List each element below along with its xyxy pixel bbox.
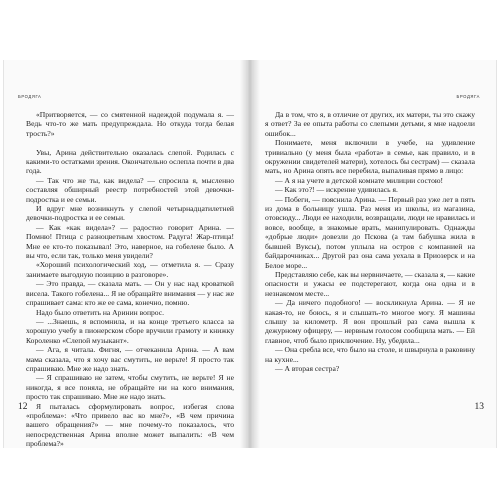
paragraph: — Да ничего подобного! — воскликнула Арина. — Я не какая-то, не боюсь, я и слышать-то многое могу. Я машины слышу за километр. Я вон прошлый раз сама вышла к дежурному офицеру, — нервным голосом сообщила мать. — Ей главное, чтоб было приключение. Ну, убедила... <box>265 298 475 345</box>
paragraph: — Так что же ты, как видела? — спросила я, мысленно составляя обширный реестр потребностей этой девочки-подростка и ее семьи. <box>26 175 234 204</box>
paragraph: И вдруг мне возникнуть у слепой четырнадцатилетней девочки-подростка и ее семьи. <box>26 204 234 223</box>
paragraph: — Как «как видела»? — радостно говорит Арина. — Помню! Птица с разноцветным хвостом. Радуга! Жар-птица! Мне ее кто-то показывал! Это, наверное, на гобелене было. А вы что, если так, только меня увидели? <box>26 222 234 261</box>
paragraph: — Это правда, — сказала мать. — Он у нас над кроваткой висела. Такого гобелена... Я не обращайте внимания — у нас же спрашивает сама: кто же ее сама, конечно, помню. <box>26 279 234 308</box>
right-page-text <box>265 110 475 373</box>
paragraph: — А я на учете в детской комнате милиции состою! <box>275 175 444 185</box>
left-page <box>3 60 247 448</box>
right-running-head: БРОДЯГА <box>456 94 480 99</box>
paragraph: Понимаете, меня включили в учебе, на удивление тривиально (у меня была «работа» в семье, как правило, и в окружении свидетелей матери), хотелось бы сестрам) — сказала мать, но Арина опять все перебила, выпаливая прямо в лицо: <box>265 138 475 176</box>
paragraph: — А вторая сестра? <box>275 363 340 373</box>
paragraph: «Хороший психологический ход, — отметила я. — Сразу занимаете выгодную позицию в разговоре». <box>26 260 234 279</box>
right-page-number: 13 <box>474 402 484 412</box>
paragraph: «Притворяется, — со смятенной надеждой подумала я. — Ведь что-то же мать предупреждала. Но откуда тогда белая трость?» <box>26 110 234 138</box>
paragraph: — Я спрашиваю не затем, чтобы смутить, не верьте! Я не никогда, я все поняла, не обращайте ни на кого внимания, просто так спрашиваю. Мне же надо знать. <box>26 373 234 402</box>
paragraph: — Побеги, — пояснила Арина. — Первый раз уже лет в пять из дома в больницу ушла. Раз меня из школы, из магазина, отовсюду... Люди ее находили, возвращали, люди не нравилась и вовсе, вообще, в знакомые врать, манипулировать. Однажды «добрые люди» довезли до Пскова (а там бабушка жила в бывшей Вуксы), потом уплыла на остров с компанией на байдарочниках... Другой раз она сама уехала в Приозерск и на Белое море... <box>265 194 475 270</box>
paragraph: — Ага, я читала. Фигня, — отчеканила Арина. — А вам мама сказала, что я хочу вас смутить, не верьте! Я просто так спрашиваю. Мне же надо знать. <box>26 345 234 373</box>
paragraph: Я пыталась сформулировать вопрос, избегая слова «проблема»: «Что привело вас ко мне?», «В чем причина вашего обращения?» — мне почему-то показалось, что непосредственная Арина вполне может выпалить: «В чем проблема?» <box>26 401 234 448</box>
paragraph: — Она сребла все, что было на столе, и швырнула в раковину на кухне... <box>265 345 475 364</box>
left-page-number: 12 <box>18 402 28 412</box>
paragraph: Представляю себе, как вы нервничаете, — сказала я, — какие опасности и ужасы ее подстерегают, когда она одна и в незнакомом месте... <box>265 269 475 298</box>
paragraph: — ...Знаешь, я вспомнила, и на конце третьего класса за хорошую учебу в пионерском сборе вручили грамоту и книжку Короленко «Слепой музыкант». <box>26 316 234 345</box>
book-spread <box>0 60 500 448</box>
paragraph: Надо было ответить на Аринин вопрос. <box>36 307 165 317</box>
paragraph: — Как это?! — искренне удивилась я. <box>275 185 398 195</box>
paragraph: Увы, Арина действительно оказалась слепой. Родилась с какими-то остатками зрения. Окончательно ослепла почти в два года. <box>26 147 234 176</box>
right-page <box>253 60 497 448</box>
left-page-text <box>26 110 234 448</box>
left-running-head: БРОДЯГА <box>18 94 42 99</box>
paragraph: Да в том, что я, в отличие от других, их матери, ты это скажу я ответ? За ее опыта работы со слепыми детьми, я мне надоели ошибок... <box>265 110 475 138</box>
book-gutter-shadow <box>240 60 260 448</box>
